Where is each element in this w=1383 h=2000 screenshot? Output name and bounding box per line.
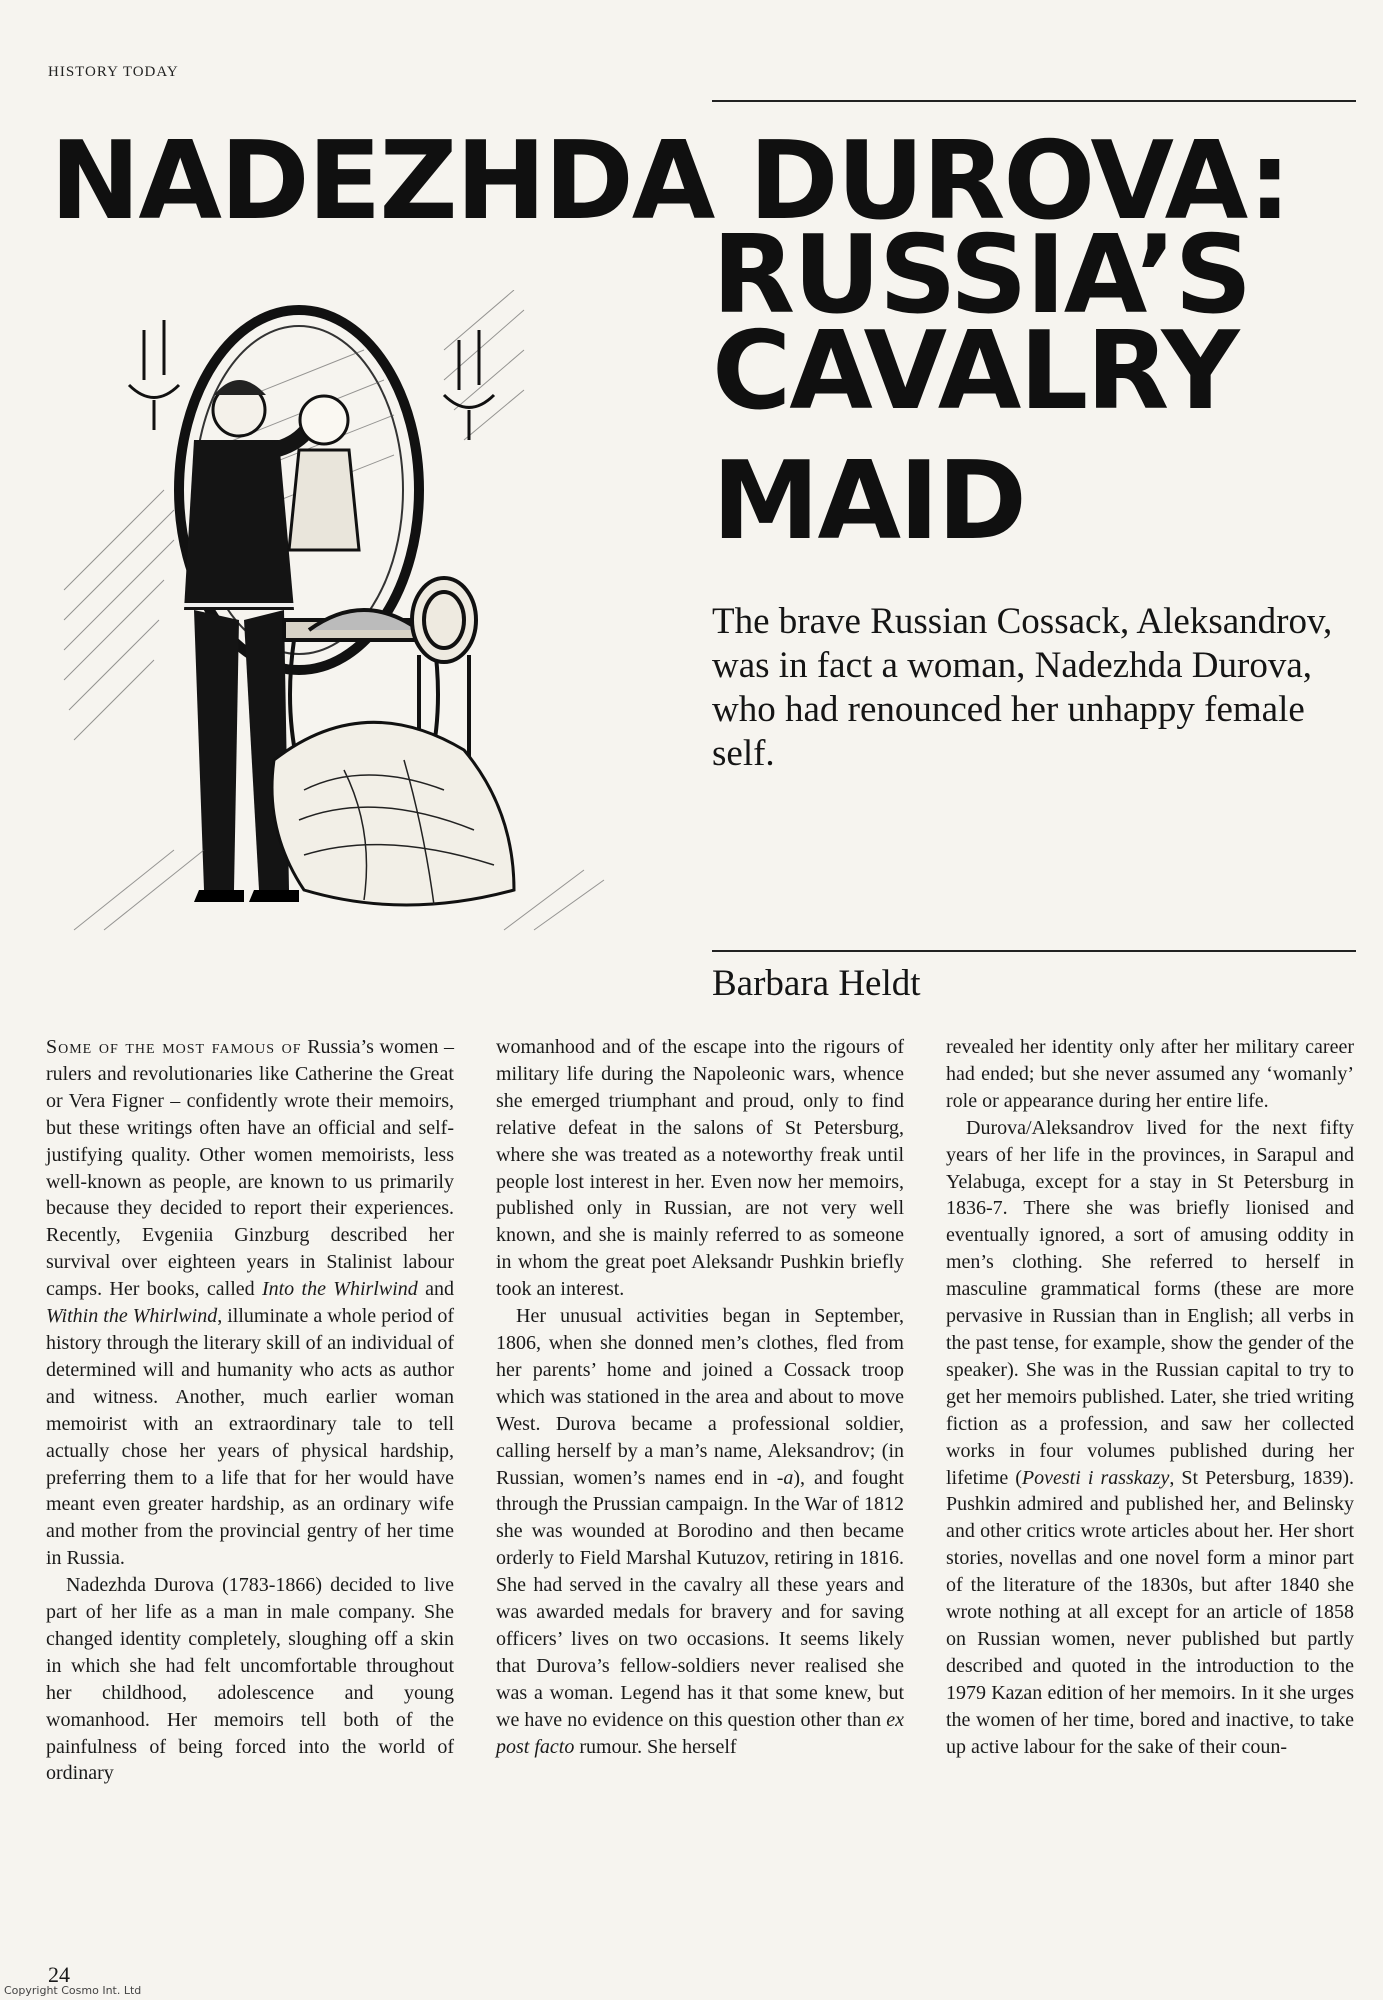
discarded-gown: [272, 722, 514, 905]
candle-sconce-left: [129, 320, 179, 430]
article-title-line-4: MAID: [712, 439, 1025, 564]
article-column-1: [46, 1034, 454, 1787]
lead-in: Some of the most famous of: [46, 1036, 302, 1058]
standfirst: The brave Russian Cossack, Aleksandrov, was in fact a woman, Nadezhda Durova, who had renounced her unhappy female self.: [712, 601, 1333, 774]
copyright-watermark: Copyright Cosmo Int. Ltd: [4, 1984, 142, 1997]
title-top-rule: [712, 100, 1356, 102]
book-title: Povesti i rasskazy: [1021, 1466, 1170, 1489]
candle-sconce-right: [444, 330, 494, 440]
running-head: HISTORY TODAY: [48, 64, 179, 80]
byline: Barbara Heldt: [712, 963, 921, 1004]
byline-rule: [712, 950, 1356, 952]
article-title-line-3: CAVALRY: [712, 309, 1238, 434]
paragraph: Some of the most famous of Russia’s women – rulers and revolutionaries like Catherine the Great or Vera Figner – confidently wrote their memoirs, but these writings often have an official and self-justifying quality. Other women memoirists, less well-known as people, are known to us primarily because they decided to report their experiences. Recently, Evgeniia Ginzburg described her survival over eighteen years in Stalinist labour camps. Her books, called Into the Whirlwind and Within the Whirlwind, illuminate a whole period of history through the literary skill of an individual of determined will and humanity who acts as author and witness. Another, much earlier woman memoirist with an extraordinary tale to tell actually chose her years of physical hardship, preferring them to a life that for her would have meant even greater hardship, as an ordinary wife and mother from the provincial gentry of her time in Russia.: [46, 1036, 455, 1570]
mirror-reflection: [289, 396, 359, 550]
paragraph: Her unusual activities began in September, 1806, when she donned men’s clothes, fled from her parents’ home and joined a Cossack troop which was stationed in the area and about to move West. Durova became a professional soldier, calling herself by a man’s name, Aleksandrov; (in Russian, women’s names end in -a), and fought through the Prussian campaign. In the War of 1812 she was wounded at Borodino and then became orderly to Field Marshal Kutuzov, retiring in 1816. She had served in the cavalry all these years and was awarded medals for bravery and for saving officers’ lives on two occasions. It seems likely that Durova’s fellow-soldiers never realised she was a woman. Legend has it that some knew, but we have no evidence on this question other than ex post facto rumour. She herself: [496, 1305, 904, 1758]
paragraph: Nadezhda Durova (1783-1866) decided to live part of her life as a man in male company. She changed identity completely, sloughing off a skin in which she had felt uncomfortable throughout her childhood, adolescence and young womanhood. Her memoirs tell both of the painfulness of being forced into the world of ordinary: [46, 1574, 454, 1785]
article-title-line-2: RUSSIA’S: [712, 213, 1251, 338]
page-number: 24: [48, 1962, 70, 1987]
book-title: Into the Whirlwind: [261, 1278, 418, 1301]
soldier-at-mirror-engraving-icon: [44, 290, 664, 940]
paragraph: Durova/Aleksandrov lived for the next fifty years of her life in the provinces, in Sarapul and Yelabuga, except for a stay in St Petersburg in 1836-7. There she was briefly lionised and eventually ignored, a sort of amusing oddity in men’s clothing. She referred to herself in masculine grammatical forms (these are more pervasive in Russian than in English; all verbs in the past tense, for example, show the gender of the speaker). She was in the Russian capital to try to get her memoirs published. Later, she tried writing fiction as a profession, and saw her collected works in four volumes published during her lifetime (Povesti i rasskazy, St Petersburg, 1839). Pushkin admired and published her, and Belinsky and other critics wrote articles about her. Her short stories, novellas and one novel form a minor part of the literature of the 1830s, but after 1840 she wrote nothing at all except for an article of 1858 on Russian women, never published but partly described and quoted in the introduction to the 1979 Kazan edition of her memoirs. In it she urges the women of her time, bored and inactive, to take up active labour for the sake of their coun-: [946, 1116, 1355, 1758]
article-column-3: [946, 1034, 1354, 1760]
paragraph: revealed her identity only after her military career had ended; but she never assumed any ‘womanly’ role or appearance during her entire life.: [946, 1036, 1354, 1112]
article-column-2: [496, 1034, 904, 1760]
book-title: Within the Whirlwind: [46, 1305, 218, 1328]
article-title-line-1: NADEZHDA DUROVA:: [50, 119, 1290, 244]
paragraph: womanhood and of the escape into the rigours of military life during the Napoleonic wars, whence she emerged triumphant and proud, only to find relative defeat in the salons of St Petersburg, where she was treated as a noteworthy freak until people lost interest in her. Even now her memoirs, published only in Russian, are not very well known, and she is mainly referred to as someone in whom the great poet Aleksandr Pushkin briefly took an interest.: [496, 1036, 904, 1301]
